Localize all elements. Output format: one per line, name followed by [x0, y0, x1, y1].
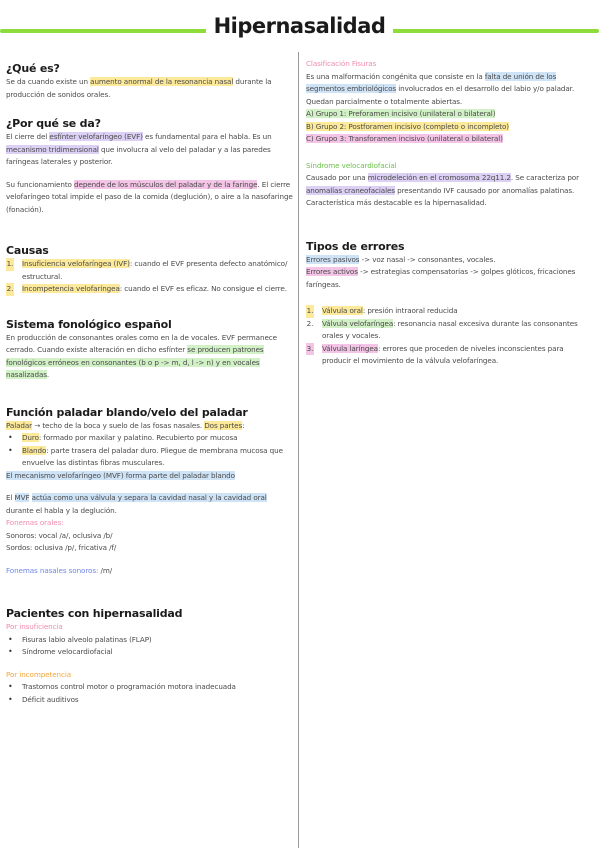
- text: presentando IVF causado por anomalías palatinas. Característica más destacable es la hipernasalidad.: [306, 185, 575, 207]
- por-que-heading: ¿Por qué se da?: [6, 117, 101, 130]
- page-title: Hipernasalidad: [206, 14, 394, 38]
- text: : resonancia nasal excesiva durante las consonantes orales y vocales.: [322, 318, 578, 340]
- left-column: [6, 62, 293, 706]
- text: que involucra al velo del paladar y a las paredes faríngeas laterales y posterior.: [6, 144, 271, 166]
- highlight: depende de los músculos del paladar y de la faringe: [74, 179, 258, 189]
- highlight: se producen patrones fonológicos erróneos en consonantes (b o p -> m, d, l -> n) y en vocales nasalizadas: [6, 345, 264, 379]
- funcion-heading: Función paladar blando/velo del paladar: [6, 405, 248, 419]
- funcion-l1: [6, 420, 293, 433]
- grupo-2: [306, 121, 593, 134]
- valvulas-list: [306, 305, 593, 368]
- text: .: [46, 370, 50, 379]
- section-clasificacion: [306, 58, 593, 146]
- text: durante la producción de sonidos orales.: [6, 77, 272, 99]
- sonoros-text: Sonoros: vocal /a/, oclusiva /b/: [6, 530, 113, 540]
- sistema-text: [6, 332, 293, 382]
- highlight: Duro: [22, 433, 39, 442]
- section-sindrome: [306, 160, 593, 210]
- text: Se da cuando existe un: [6, 77, 91, 86]
- insuficiencia-label: Por insuficiencia: [6, 622, 63, 631]
- text: /m/: [98, 565, 113, 575]
- text: : errores que proceden de niveles inconscientes para producir el movimiento de la válvula velofaríngea.: [322, 343, 564, 365]
- text: : formado por maxilar y palatino. Recubierto por mucosa: [38, 433, 238, 442]
- tipos-heading: Tipos de errores: [306, 239, 405, 253]
- pacientes-heading: Pacientes con hipernasalidad: [6, 607, 183, 620]
- text: → techo de la boca y suelo de las fosas nasales.: [32, 420, 205, 430]
- highlight: Válvula laríngea: [322, 343, 378, 353]
- item-number: 2.: [6, 283, 14, 296]
- grupo-1: [306, 108, 593, 121]
- incompetencia-list: [6, 681, 293, 706]
- highlight: Válvula oral: [322, 306, 363, 315]
- text: durante el habla y la deglución.: [6, 505, 117, 515]
- por-que-p1: [6, 131, 293, 169]
- sindrome-heading: Síndrome velocardiofacial: [306, 160, 397, 170]
- list-item: [6, 445, 293, 470]
- text: : presión intraoral reducida: [362, 306, 458, 315]
- highlight: aumento anormal de la resonancia nasal: [90, 77, 234, 86]
- item-number: 3.: [306, 343, 314, 356]
- text: . Se caracteriza por: [510, 173, 579, 182]
- fonemas-nasales-label: Fonemas nasales sonoros:: [6, 565, 99, 575]
- sordos-text: Sordos: oclusiva /p/, fricativa /f/: [6, 543, 117, 552]
- section-sistema: [6, 318, 293, 382]
- clasificacion-heading: Clasificación Fisuras: [306, 59, 377, 68]
- highlight: C) Grupo 3: Transforamen incisivo (unilateral o bilateral): [306, 134, 503, 143]
- sindrome-text: [306, 172, 593, 210]
- text: : cuando el EVF es eficaz. No consigue el cierre.: [119, 284, 287, 293]
- causas-heading: Causas: [6, 244, 49, 257]
- text: :: [242, 420, 245, 430]
- item-number: 1.: [306, 305, 314, 318]
- list-item: [6, 258, 293, 283]
- text: es fundamental para el habla. Es un: [142, 132, 272, 141]
- item-number: 1.: [6, 258, 14, 271]
- highlight: A) Grupo 1: Preforamen incisivo (unilateral o bilateral): [306, 109, 496, 118]
- section-causas: [6, 244, 293, 296]
- list-item: • Déficit auditivos: [6, 694, 293, 707]
- text: Su funcionamiento: [6, 179, 75, 189]
- highlight: Válvula velofaríngea: [322, 318, 394, 328]
- section-pacientes: [6, 607, 293, 706]
- list-item: • Fisuras labio alveolo palatinas (FLAP): [6, 634, 293, 647]
- highlight: actúa como una válvula y separa la cavidad nasal y la cavidad oral: [31, 493, 267, 502]
- text: Es una malformación congénita que consiste en la: [306, 71, 485, 81]
- text: El: [6, 493, 15, 502]
- funcion-l2: [6, 470, 293, 483]
- list-item: [6, 432, 293, 445]
- list-item: [306, 318, 593, 343]
- list-item: • Trastornos control motor o programación motora inadecuada: [6, 681, 293, 694]
- highlight: falta de unión de los segmentos embriológicos: [306, 71, 557, 93]
- que-es-text: [6, 76, 293, 101]
- text: El cierre del: [6, 132, 50, 141]
- text: En producción de consonantes orales como en la de vocales. EVF permanece cerrado. Cuando existe alteración en dicho esfínter: [6, 332, 277, 354]
- item-number: 2.: [306, 318, 314, 328]
- highlight: Errores activos: [306, 267, 358, 276]
- section-que-es: [6, 62, 293, 101]
- list-item: [306, 343, 593, 368]
- por-que-p2: [6, 179, 293, 217]
- text: : parte trasera del paladar duro. Pliegue de membrana mucosa que envuelve las distintas fibras musculares.: [22, 445, 283, 467]
- highlight: Paladar: [6, 420, 33, 430]
- highlight: Incompetencia velofaríngea: [22, 284, 120, 293]
- highlight: anomalías craneofaciales: [306, 185, 395, 195]
- insuficiencia-list: [6, 634, 293, 659]
- fonemas-orales-label: Fonemas orales:: [6, 518, 64, 527]
- text: -> estrategias compensatorias -> golpes glóticos, fricaciones faríngeas.: [306, 267, 576, 289]
- highlight: Dos partes: [204, 420, 243, 430]
- sistema-heading: Sistema fonológico español: [6, 317, 172, 331]
- section-por-que: [6, 117, 293, 216]
- right-column: [306, 58, 593, 368]
- highlight: esfínter velofaríngeo (EVF): [49, 132, 143, 141]
- incompetencia-label: Por incompetencia: [6, 669, 72, 679]
- errores-activos: [306, 266, 593, 291]
- paladar-parts-list: [6, 432, 293, 470]
- highlight: mecanismo tridimensional: [6, 144, 99, 154]
- clasificacion-text: [306, 71, 593, 109]
- highlight: Blando: [22, 445, 47, 455]
- highlight: Errores pasivos: [306, 254, 360, 264]
- highlight: Insuficiencia velofaríngea (IVF): [22, 259, 130, 268]
- funcion-l3: [6, 492, 293, 517]
- text: involucrados en el desarrollo del labio y/o paladar. Quedan parcialmente o totalmente abiertas.: [306, 84, 575, 106]
- page-title-wrap: [0, 14, 599, 38]
- list-item: [306, 305, 593, 318]
- errores-pasivos: [306, 254, 593, 267]
- highlight: B) Grupo 2: Postforamen incisivo (completo o incompleto): [306, 121, 510, 131]
- highlight: microdeleción en el cromosoma 22q11.2: [367, 173, 511, 182]
- text: . El cierre velofaríngeo total impide el paso de la comida (deglución), o aire a la nasofaringe (fonación).: [6, 179, 293, 214]
- text: Causado por una: [306, 173, 368, 182]
- section-funcion: [6, 406, 293, 578]
- highlight: MVF: [14, 493, 30, 502]
- text: -> voz nasal -> consonantes, vocales.: [359, 254, 496, 264]
- fonemas-nasales: [6, 565, 293, 578]
- grupo-3: [306, 133, 593, 146]
- highlight: El mecanismo velofaríngeo (MVF) forma parte del paladar blando: [6, 470, 235, 480]
- que-es-heading: ¿Qué es?: [6, 62, 60, 75]
- section-tipos: [306, 240, 593, 368]
- text: : cuando el EVF presenta defecto anatómico/ estructural.: [22, 259, 288, 281]
- list-item: • Síndrome velocardiofacial: [6, 646, 293, 659]
- list-item: [6, 283, 293, 296]
- causas-list: [6, 258, 293, 296]
- column-divider: [298, 52, 299, 848]
